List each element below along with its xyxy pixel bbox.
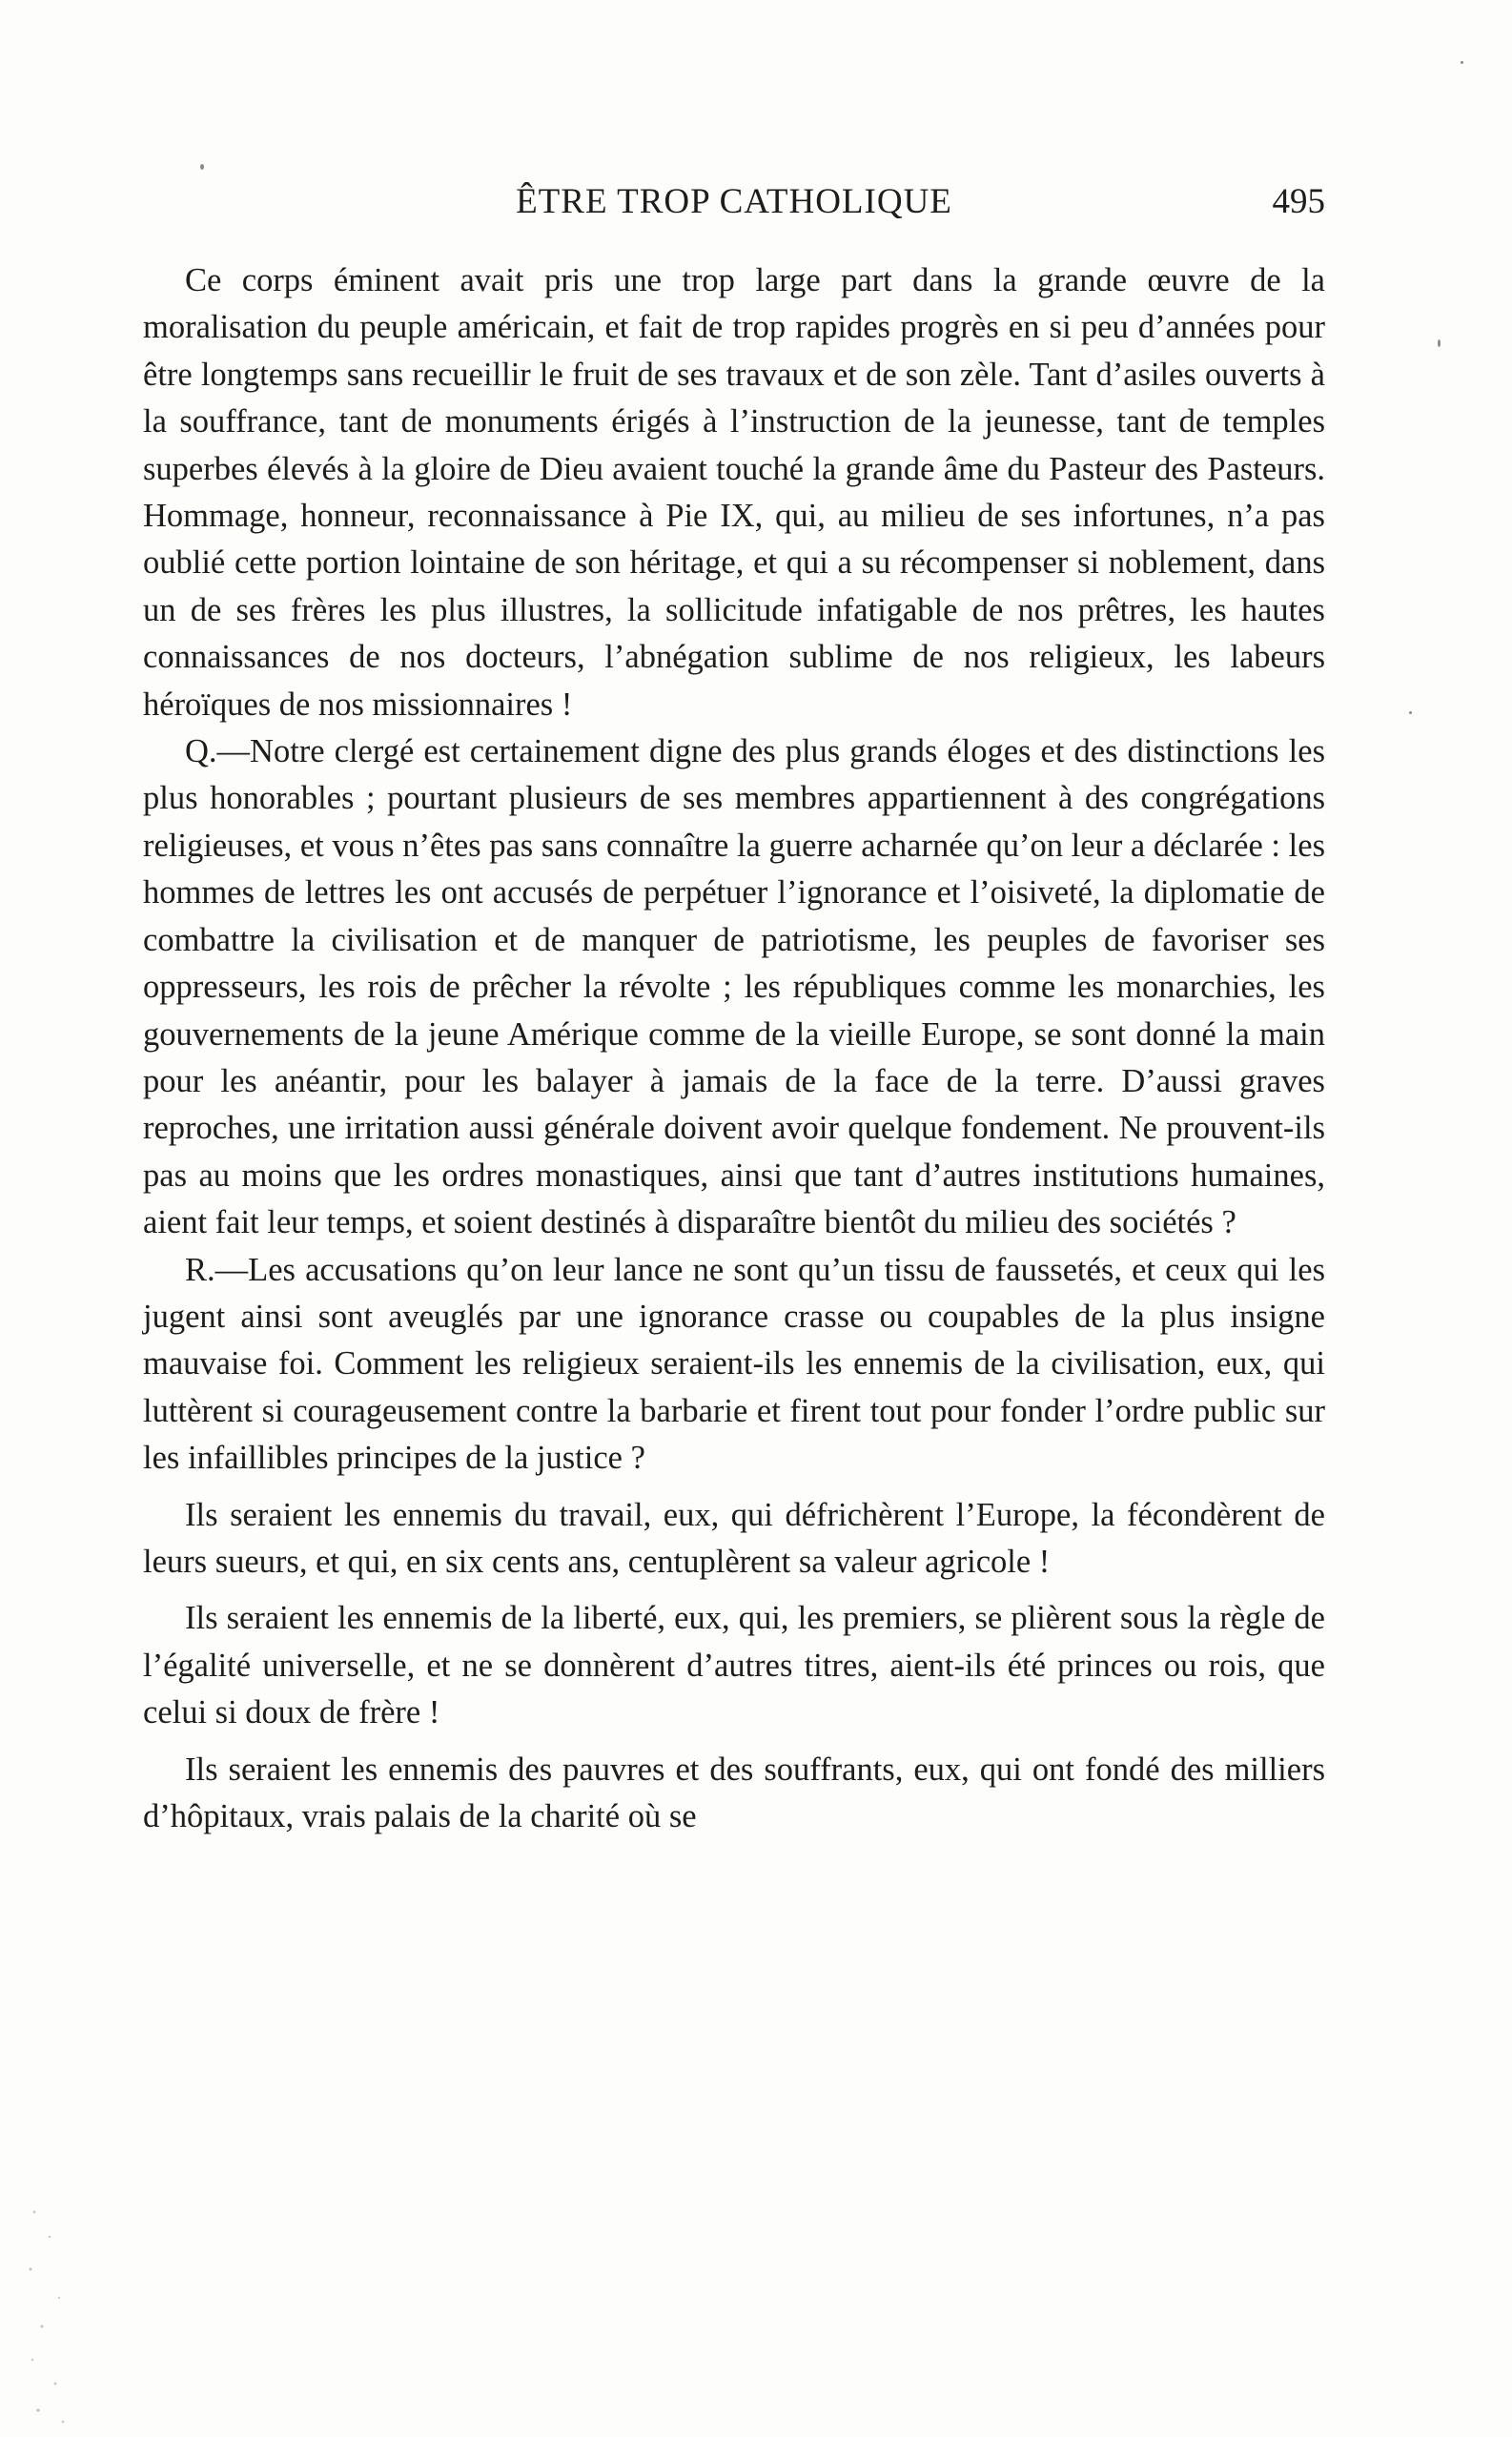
- scan-speck: [200, 164, 204, 170]
- scan-speck: [1461, 61, 1463, 64]
- scan-speck: [1409, 711, 1412, 714]
- page-edge-stain: [21, 2193, 78, 2431]
- paragraph-5: Ils seraient les ennemis de la liberté, eux, qui, les premiers, se plièrent sous la règle de l’égalité universelle, et ne se donnèrent d’autres titres, aient-ils été princes ou rois, que celui si doux de frère !: [143, 1600, 1325, 1731]
- paragraph-6: Ils seraient les ennemis des pauvres et des souffrants, eux, qui ont fondé des milliers d’hôpitaux, vrais palais de la charité où se: [143, 1751, 1325, 1834]
- running-title: ÊTRE TROP CATHOLIQUE: [516, 182, 952, 221]
- paragraph-2-question: Q.—Notre clergé est certainement digne des plus grands éloges et des distinctions les plus honorables ; pourtant plusieurs de ses membres appartiennent à des congrégations religieuses, et vous n’êtes pas sans connaître la guerre acharnée qu’on leur a déclarée : les hommes de lettres les ont accusés de perpétuer l’ignorance et l’oisiveté, la diplomatie de combattre la civilisation et de manquer de patriotisme, les peuples de favoriser ses oppresseurs, les rois de prêcher la révolte ; les républiques comme les monarchies, les gouvernements de la jeune Amérique comme de la vieille Europe, se sont donné la main pour les anéantir, pour les balayer à jamais de la face de la terre. D’aussi graves reproches, une irritation aussi générale doivent avoir quelque fondement. Ne prouvent-ils pas au moins que les ordres monastiques, ainsi que tant d’autres institutions humaines, aient fait leur temps, et soient destinés à disparaître bientôt du milieu des sociétés ?: [143, 733, 1325, 1241]
- running-head: [143, 177, 1325, 227]
- body-text: [143, 257, 1325, 1840]
- paragraph-1: Ce corps éminent avait pris une trop large part dans la grande œuvre de la moralisation du peuple américain, et fait de trop rapides progrès en si peu d’années pour être longtemps sans recueillir le fruit de ses travaux et de son zèle. Tant d’asiles ouverts à la souffrance, tant de monuments érigés à l’instruction de la jeunesse, tant de temples superbes élevés à la gloire de Dieu avaient touché la grande âme du Pasteur des Pasteurs. Hommage, honneur, reconnaissance à Pie IX, qui, au milieu de ses infortunes, n’a pas oublié cette portion lointaine de son héritage, et qui a su récompenser si noblement, dans un de ses frères les plus illustres, la sollicitude infatigable de nos prêtres, les hautes connaissances de nos docteurs, l’abnégation sublime de nos religieux, les labeurs héroïques de nos missionnaires !: [143, 262, 1325, 723]
- paragraph-4: Ils seraient les ennemis du travail, eux, qui défrichèrent l’Europe, la fécondèrent de leurs sueurs, et qui, en six cents ans, centuplèrent sa valeur agricole !: [143, 1496, 1325, 1580]
- paragraph-3-answer: R.—Les accusations qu’on leur lance ne sont qu’un tissu de faussetés, et ceux qui les jugent ainsi sont aveuglés par une ignorance crasse ou coupables de la plus insigne mauvaise foi. Comment les religieux seraient-ils les ennemis de la civilisation, eux, qui luttèrent si courageusement contre la barbarie et firent tout pour fonder l’ordre public sur les infaillibles principes de la justice ?: [143, 1251, 1325, 1477]
- page-number: 495: [1272, 182, 1325, 221]
- scan-speck: [1438, 339, 1440, 347]
